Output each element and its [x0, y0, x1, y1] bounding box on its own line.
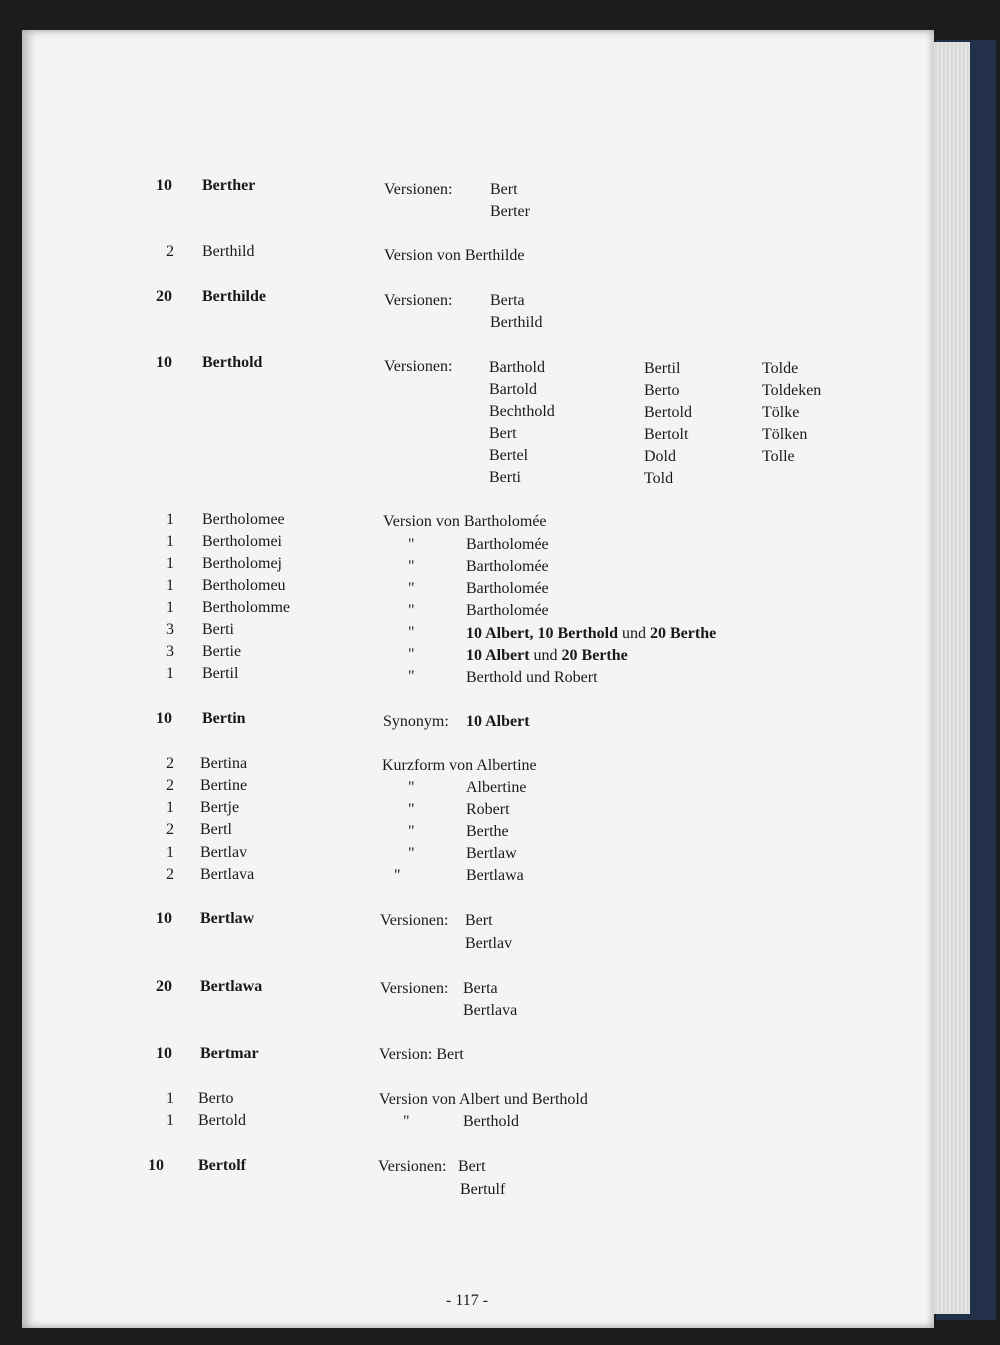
entry-count: 2 — [166, 821, 174, 838]
ditto-mark: " — [408, 536, 415, 553]
entry-name: Bertlav — [200, 844, 248, 861]
version-item: Tolle — [762, 448, 795, 465]
ditto-mark: " — [394, 867, 401, 884]
entry-count: 1 — [166, 799, 174, 816]
entry-name: Berti — [202, 621, 234, 638]
entry-description: Version von Berthilde — [384, 247, 525, 264]
ref-bold: 20 Berthe — [650, 625, 717, 642]
entry-name: Bertholomei — [202, 533, 282, 550]
entry-name: Berto — [198, 1090, 234, 1107]
version-item: Tolde — [762, 360, 799, 377]
version-item: Barthold — [489, 359, 545, 376]
ditto-mark: " — [408, 646, 415, 663]
version-item: Told — [644, 470, 674, 487]
entry-name: Bertina — [200, 755, 248, 772]
entry-count: 1 — [166, 555, 174, 572]
entry-name: Berthold — [202, 354, 263, 371]
entry-version: Bert — [490, 181, 518, 198]
entry-count: 10 — [156, 1045, 172, 1062]
entry-description — [466, 626, 716, 642]
entry-name: Bertlaw — [200, 910, 255, 927]
entry-description: Berthold — [463, 1113, 519, 1130]
entry-count: 20 — [156, 978, 172, 995]
entry-version: Bertulf — [460, 1181, 506, 1198]
entry-description: Berthe — [466, 823, 509, 840]
version-item: Bertel — [489, 447, 529, 464]
entry-label: Versionen: — [384, 358, 453, 375]
entry-count: 1 — [166, 1112, 174, 1129]
entry-name: Bertholomej — [202, 555, 282, 572]
entry-name: Bertje — [200, 799, 240, 816]
ditto-mark: " — [408, 558, 415, 575]
entry-description: Robert — [466, 801, 510, 818]
entry-name: Berthild — [202, 243, 255, 260]
entry-name: Bertholomme — [202, 599, 290, 616]
entry-name: Bertold — [198, 1112, 246, 1129]
entry-description: Bartholomée — [466, 580, 549, 597]
version-item: Tölken — [762, 426, 808, 443]
entry-count: 2 — [166, 866, 174, 883]
entry-description: Version von Albert und Berthold — [379, 1091, 588, 1108]
ditto-mark: " — [408, 823, 415, 840]
version-item: Tölke — [762, 404, 800, 421]
ref-bold: 20 Berthe — [561, 647, 628, 664]
entry-count: 1 — [166, 844, 174, 861]
ditto-mark: " — [408, 624, 415, 641]
entry-count: 2 — [166, 243, 174, 260]
entry-description — [466, 648, 628, 664]
entry-name: Bertil — [202, 665, 239, 682]
version-item: Bertolt — [644, 426, 689, 443]
version-item: Berto — [644, 382, 680, 399]
ditto-mark: " — [408, 668, 415, 685]
entry-description: Kurzform von Albertine — [382, 757, 537, 774]
entry-version: Berta — [490, 292, 525, 309]
entry-count: 2 — [166, 755, 174, 772]
entry-label: Versionen: — [378, 1158, 447, 1175]
ditto-mark: " — [408, 779, 415, 796]
entry-count: 10 — [156, 710, 172, 727]
entry-name: Berther — [202, 177, 256, 194]
version-item: Bartold — [489, 381, 537, 398]
entry-count: 10 — [156, 910, 172, 927]
entry-description: Bartholomée — [466, 536, 549, 553]
ditto-mark: " — [408, 801, 415, 818]
entry-version: Berter — [490, 203, 530, 220]
entry-label: Versionen: — [380, 980, 449, 997]
version-item: Dold — [644, 448, 676, 465]
version-item: Bertil — [644, 360, 681, 377]
ref-join: und — [618, 625, 650, 642]
entry-version: Bert — [458, 1158, 486, 1175]
ref-bold: 10 Albert — [466, 647, 530, 664]
entry-name: Bertholomee — [202, 511, 285, 528]
entry-description: Bertlawa — [466, 867, 524, 884]
version-item: Berti — [489, 469, 521, 486]
entry-count: 1 — [166, 511, 174, 528]
entry-description: 10 Albert — [466, 713, 530, 730]
entry-name: Bertmar — [200, 1045, 259, 1062]
ref-bold: 10 Albert, 10 Berthold — [466, 625, 618, 642]
entry-name: Bertlava — [200, 866, 255, 883]
entry-count: 1 — [166, 577, 174, 594]
entry-count: 1 — [166, 1090, 174, 1107]
entry-version: Bertlav — [465, 935, 513, 952]
version-item: Bertold — [644, 404, 692, 421]
entry-label: Versionen: — [384, 181, 453, 198]
ditto-mark: " — [408, 845, 415, 862]
entry-name: Bertolf — [198, 1157, 246, 1174]
entry-description: Bartholomée — [466, 558, 549, 575]
entry-count: 1 — [166, 599, 174, 616]
entry-description: Berthold und Robert — [466, 669, 598, 686]
version-item: Bechthold — [489, 403, 555, 420]
ditto-mark: " — [403, 1113, 410, 1130]
page-number: - 117 - — [446, 1292, 489, 1309]
version-item: Toldeken — [762, 382, 822, 399]
entry-count: 3 — [166, 643, 174, 660]
entry-name: Bertin — [202, 710, 246, 727]
version-item: Bert — [489, 425, 517, 442]
entry-name: Bertholomeu — [202, 577, 286, 594]
entry-description: Version von Bartholomée — [383, 513, 547, 530]
entry-label: Versionen: — [380, 912, 449, 929]
entry-count: 1 — [166, 665, 174, 682]
entry-count: 1 — [166, 533, 174, 550]
entry-name: Bertl — [200, 821, 232, 838]
entry-count: 3 — [166, 621, 174, 638]
entry-version: Bert — [465, 912, 493, 929]
entry-count: 2 — [166, 777, 174, 794]
entry-name: Bertine — [200, 777, 248, 794]
entry-description: Bartholomée — [466, 602, 549, 619]
entry-version: Berthild — [490, 314, 543, 331]
ref-join: und — [529, 647, 562, 664]
entry-description: Version: Bert — [379, 1046, 464, 1063]
entry-description: Albertine — [466, 779, 527, 796]
entry-label: Versionen: — [384, 292, 453, 309]
entry-description: Bertlaw — [466, 845, 517, 862]
entry-count: 20 — [156, 288, 172, 305]
entry-name: Bertie — [202, 643, 242, 660]
entry-count: 10 — [156, 177, 172, 194]
page-edges — [930, 42, 970, 1314]
ditto-mark: " — [408, 580, 415, 597]
ditto-mark: " — [408, 602, 415, 619]
entry-version: Bertlava — [463, 1002, 518, 1019]
entry-name: Berthilde — [202, 288, 266, 305]
entry-label: Synonym: — [383, 713, 449, 730]
entry-version: Berta — [463, 980, 498, 997]
entry-name: Bertlawa — [200, 978, 263, 995]
entry-count: 10 — [156, 354, 172, 371]
entry-count: 10 — [148, 1157, 164, 1174]
